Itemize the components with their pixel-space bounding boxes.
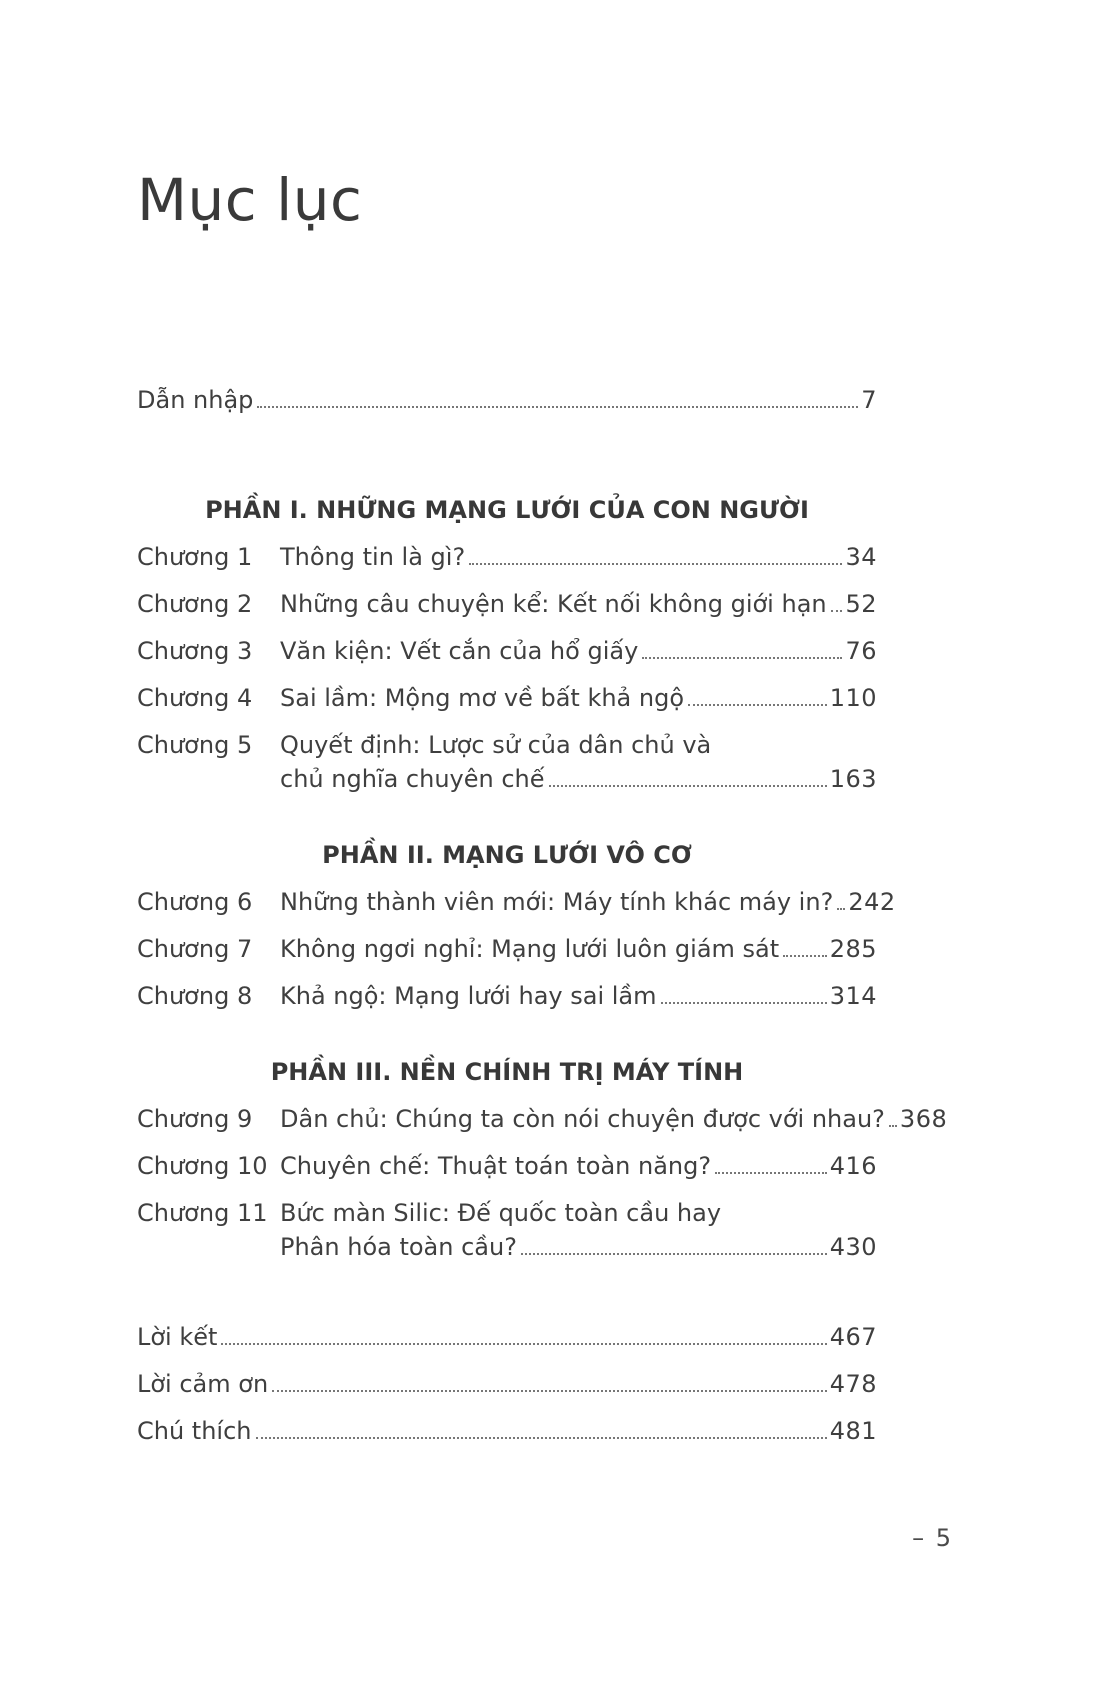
toc-entry-chapter-2 [137,589,877,619]
chapter-body [280,1104,948,1134]
entry-page-number: 416 [829,1152,877,1180]
toc-entry-chapter-4 [137,683,877,713]
chapter-label: Chương 4 [137,684,253,712]
chapter-title: Không ngơi nghỉ: Mạng lưới luôn giám sát [280,935,780,963]
toc-entry-chapter-11 [137,1198,877,1262]
toc-entry-chapter-8 [137,981,877,1011]
chapter-title: Chuyên chế: Thuật toán toàn năng? [280,1152,712,1180]
chapter-title: Văn kiện: Vết cắn của hổ giấy [280,637,639,665]
chapter-title: Dân chủ: Chúng ta còn nói chuyện được với nhau? [280,1105,885,1133]
toc-list [137,385,948,1463]
entry-page-number: 285 [829,935,877,963]
entry-page-number: 368 [899,1105,948,1133]
dot-leader [783,955,827,957]
page-title: Mục lục [137,166,363,234]
entry-page-number: 76 [845,637,877,665]
chapter-body [280,934,877,964]
chapter-title-line-2: Phân hóa toàn cầu? [280,1233,517,1261]
dot-leader [521,1253,827,1255]
chapter-body [280,1198,877,1262]
chapter-title: Những câu chuyện kể: Kết nối không giới hạn [280,590,827,618]
section-heading-part-3: PHẦN III. NỀN CHÍNH TRỊ MÁY TÍNH [270,1058,744,1086]
chapter-body [280,730,877,794]
dot-leader [642,657,842,659]
chapter-label: Chương 5 [137,731,253,759]
chapter-label: Chương 7 [137,935,253,963]
entry-page-number: 34 [845,543,877,571]
entry-label: Lời cảm ơn [137,1370,269,1398]
chapter-title: Thông tin là gì? [280,543,466,571]
dot-leader [256,1437,827,1439]
chapter-body [280,636,877,666]
toc-entry-intro [137,385,877,415]
entry-page-number: 467 [829,1323,877,1351]
toc-entry-epilogue [137,1322,877,1352]
chapter-title-line-1: Bức màn Silic: Đế quốc toàn cầu hay [280,1199,722,1227]
entry-page-number: 163 [829,765,877,793]
dot-leader [889,1125,897,1127]
chapter-title-line-2: chủ nghĩa chuyên chế [280,765,545,793]
entry-page-number: 110 [829,684,877,712]
dot-leader [257,406,858,408]
entry-label: Dẫn nhập [137,386,254,414]
toc-entry-chapter-1 [137,542,877,572]
chapter-body [280,981,877,1011]
chapter-title-line-1: Quyết định: Lược sử của dân chủ và [280,731,712,759]
chapter-body [280,1151,877,1181]
toc-entry-chapter-10 [137,1151,877,1181]
toc-entry-chapter-6 [137,887,896,917]
dot-leader [715,1172,827,1174]
toc-entry-chapter-5 [137,730,877,794]
entry-page-number: 52 [845,590,877,618]
entry-page-number: 430 [829,1233,877,1261]
chapter-label: Chương 8 [137,982,253,1010]
chapter-body [280,683,877,713]
entry-page-number: 314 [829,982,877,1010]
chapter-label: Chương 10 [137,1152,268,1180]
dot-leader [549,785,827,787]
section-heading-part-1: PHẦN I. NHỮNG MẠNG LƯỚI CỦA CON NGƯỜI [205,496,809,524]
toc-entry-chapter-9 [137,1104,948,1134]
toc-entry-acknowledgements [137,1369,877,1399]
chapter-label: Chương 9 [137,1105,253,1133]
chapter-label: Chương 2 [137,590,253,618]
dot-leader [221,1343,826,1345]
dot-leader [661,1002,827,1004]
toc-entry-chapter-3 [137,636,877,666]
dot-leader [272,1390,827,1392]
entry-page-number: 242 [848,888,896,916]
page-number-footer: – 5 [912,1524,953,1552]
chapter-body [280,589,877,619]
entry-page-number: 7 [861,386,877,414]
dot-leader [837,908,845,910]
toc-entry-chapter-7 [137,934,877,964]
chapter-title: Khả ngộ: Mạng lưới hay sai lầm [280,982,657,1010]
entry-page-number: 478 [829,1370,877,1398]
chapter-label: Chương 1 [137,543,253,571]
chapter-body [280,887,896,917]
toc-entry-notes [137,1416,877,1446]
dot-leader [831,610,843,612]
chapter-title: Sai lầm: Mộng mơ về bất khả ngộ [280,684,685,712]
entry-label: Chú thích [137,1417,252,1445]
dot-leader [688,704,827,706]
chapter-label: Chương 3 [137,637,253,665]
dot-leader [469,563,842,565]
chapter-label: Chương 11 [137,1199,268,1227]
section-heading-part-2: PHẦN II. MẠNG LƯỚI VÔ CƠ [322,841,692,869]
chapter-title: Những thành viên mới: Máy tính khác máy in? [280,888,834,916]
entry-label: Lời kết [137,1323,218,1351]
entry-page-number: 481 [829,1417,877,1445]
chapter-label: Chương 6 [137,888,253,916]
chapter-body [280,542,877,572]
